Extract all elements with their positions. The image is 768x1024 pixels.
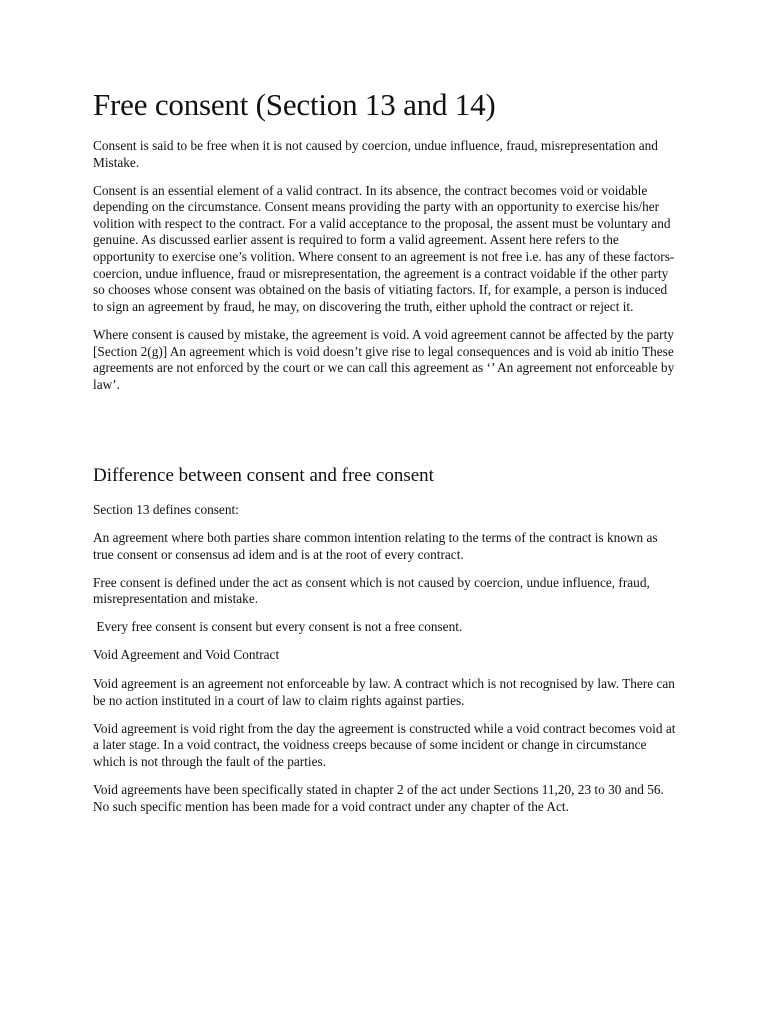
paragraph-void-timing: Void agreement is void right from the day the agreement is constructed while a void contract becomes void at a later stage. In a void contract, the voidness creeps because of some incident or change in circumstance which is not through the fault of the parties. <box>93 720 676 769</box>
section-heading: Difference between consent and free consent <box>93 464 434 486</box>
subheading-void: Void Agreement and Void Contract <box>93 647 280 663</box>
paragraph-consent-essential: Consent is an essential element of a valid contract. In its absence, the contract becomes void or voidable depending on the circumstance. Consent means providing the party with an opportunity to exercise his/her volition with respect to the contract. For a valid acceptance to the proposal, the assent must be voluntary and genuine. As discussed earlier assent is required to form a valid agreement. Assent here refers to the opportunity to exercise one’s volition. Where consent to an agreement is not free i.e. has any of these factors- coercion, undue influence, fraud or misrepresentation, the agreement is a contract voidable if the other party so chooses whose consent was obtained on the basis of vitiating factors. If, for example, a person is induced to sign an agreement by fraud, he may, on discovering the truth, either uphold the contract or reject it. <box>93 182 675 314</box>
paragraph-true-consent: An agreement where both parties share common intention relating to the terms of the contract is known as true consent or consensus ad idem and is at the root of every contract. <box>93 529 658 562</box>
paragraph-void-agreement: Void agreement is an agreement not enforceable by law. A contract which is not recognised by law. There can be no action instituted in a court of law to claim rights against parties. <box>93 675 675 708</box>
paragraph-every-free-consent: Every free consent is consent but every consent is not a free consent. <box>93 619 463 635</box>
page-title: Free consent (Section 13 and 14) <box>93 87 496 122</box>
document-page <box>93 86 678 827</box>
paragraph-void-sections: Void agreements have been specifically stated in chapter 2 of the act under Sections 11,20, 23 to 30 and 56. No such specific mention has been made for a void contract under any chapter of the Act. <box>93 781 664 814</box>
paragraph-mistake-void: Where consent is caused by mistake, the agreement is void. A void agreement cannot be affected by the party [Section 2(g)] An agreement which is void doesn’t give rise to legal consequences and is void ab initio These agreements are not enforced by the court or we can call this agreement as ‘’ An agreement not enforceable by law’. <box>93 326 675 392</box>
paragraph-free-consent-definition: Consent is said to be free when it is not caused by coercion, undue influence, fraud, misrepresentation and Mistake. <box>93 138 658 170</box>
paragraph-free-consent-act: Free consent is defined under the act as consent which is not caused by coercion, undue influence, fraud, misrepresentation and mistake. <box>93 574 650 607</box>
section-spacer <box>93 405 678 464</box>
paragraph-section-13: Section 13 defines consent: <box>93 501 239 517</box>
